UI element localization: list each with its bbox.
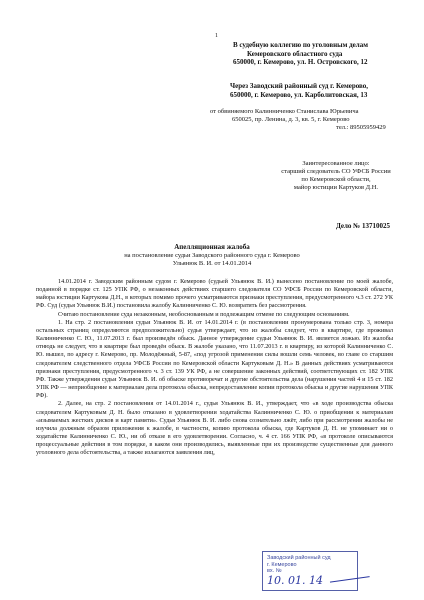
recipient-block (233, 41, 413, 67)
recipient-line: В судебную коллегию по уголовным делам (233, 41, 368, 49)
interested-line: старший следователь СО УФСБ России (281, 168, 391, 175)
paragraph: 1. На стр. 2 постановления судьи Ульянюк В. И. от 14.01.2014 г. (в постановлении пронумерована только стр. 3, номера остальных страниц определяются предположительно) судья утверждает, что из жалобы следует, что в квартире, где проживал Калинниченко С. Ю., 11.07.2013 г. был произведён обыск. Данное утверждение судьи Ульянюк В. И. является ложью. Из жалобы отнюдь не следует, что в квартире был проведён обыск. В жалобе указано, что 11.07.2013 г. в квартиру, из которой Калинниченко С. Ю. вышел, по адресу г. Кемерово, пр. Молодёжный, 5-87, «под угрозой применения силы вошли семь человек, во главе со старшим следователем следственного отдела УФСБ России по Кемеровской области Картуковым Д. Н.» В данных действиях усматриваются признаки преступления, предусмотренного ч. 3 ст. 139 УК РФ, а не совершение законных действий, соответствующих ст. 182 УПК РФ. Также утверждения судьи Ульянюк В. И. об обыске противоречат и другие обстоятельства дела (нарушения частей 4 и 15 ст. 182 УПК РФ — неприобщение к материалам дела протокола обыска, непредоставление копии протокола обыска и другие нарушения УПК РФ). (36, 318, 393, 400)
interested-line: майор юстиции Картуков Д.Н. (293, 184, 379, 191)
interested-party-block (256, 160, 416, 192)
recipient-line: 650000, г. Кемерово, ул. Н. Островского, 12 (233, 58, 368, 67)
stamp-line: г. Кемерово (267, 561, 297, 568)
paragraph: 2. Далее, на стр. 2 постановления от 14.01.2014 г., судья Ульянюк В. И., утверждает, что «в ходе производства обыска следователем Картуковым Д. Н. было отказано в удовлетворении ходатайства Калинниченко С. Ю. о приобщении к материалам «изымаемых жестких дисков и карт памяти». Судья Ульянюк В. И. либо снова сознательно лжёт, либо при рассмотрении жалобы не изучила должным образом приложения к жалобе, в частности, копию протокола обыска, где Картуков Д. Н. не упоминает ни о ходатайстве Калинниченко С. Ю., ни об отказе в его удовлетворении. Согласно, ч. 4 ст. 166 УПК РФ, «в протоколе описываются процессуальные действия в том порядке, в каком они производились, выявленные при их производстве существенные для данного уголовного дела обстоятельства, а также излагаются заявления лиц, (36, 400, 393, 457)
sender-line: тел.: 89505959429 (336, 124, 386, 131)
interested-heading: Заинтересованное лицо: (302, 160, 370, 167)
document-subtitle: на постановление судьи Заводского районного суда г. Кемерово (124, 252, 300, 259)
case-number: Дело № 13710025 (336, 222, 390, 230)
handwritten-signature (326, 550, 369, 582)
document-subtitle: Ульянюк В. И. от 14.01.2014 (172, 260, 252, 267)
sender-block (210, 108, 410, 132)
via-block (230, 82, 410, 99)
document-title: Апелляционная жалоба (174, 243, 250, 251)
page-number: 1 (215, 33, 218, 39)
stamp-date: 10. 01. 14 (267, 573, 323, 587)
recipient-line: Кемеровского областного суда (247, 49, 343, 58)
paragraph: 14.01.2014 г. Заводским районным судом г. Кемерово (судьей Ульянюк В. И.) вынесено постановление по моей жалобе, поданной в порядке ст. 125 УПК РФ, о незаконных действиях старшего следователя СО УФСБ России по Кемеровской области, майора юстиции Картукова Д.Н., в которых помимо прочего усматриваются признаки преступления, предусмотренного ч.3 ст. 272 УК РФ. Суд (судья Ульянюк В.И.) постановила жалобу Калинниченко С. Ю. возвратить без рассмотрения. (36, 278, 393, 310)
sender-line: от обвиняемого Калинниченко Станислава Юрьевича (210, 108, 359, 115)
via-line: 650000, г. Кемерово, ул. Карболитовская, 13 (230, 90, 368, 99)
paragraph: Считаю постановление суда незаконным, необоснованным и подлежащим отмене по следующим основаниям. (58, 310, 350, 318)
interested-line: по Кемеровской области, (301, 176, 371, 183)
stamp-line: Заводский районный суд (267, 555, 331, 561)
sender-line: 650025, пр. Ленина, д. 3, кв. 5, г. Кемерово (232, 116, 350, 123)
body-text (36, 278, 393, 457)
stamp-line: вх. № (267, 568, 282, 574)
via-line: Через Заводский районный суд г. Кемерово, (230, 82, 369, 90)
